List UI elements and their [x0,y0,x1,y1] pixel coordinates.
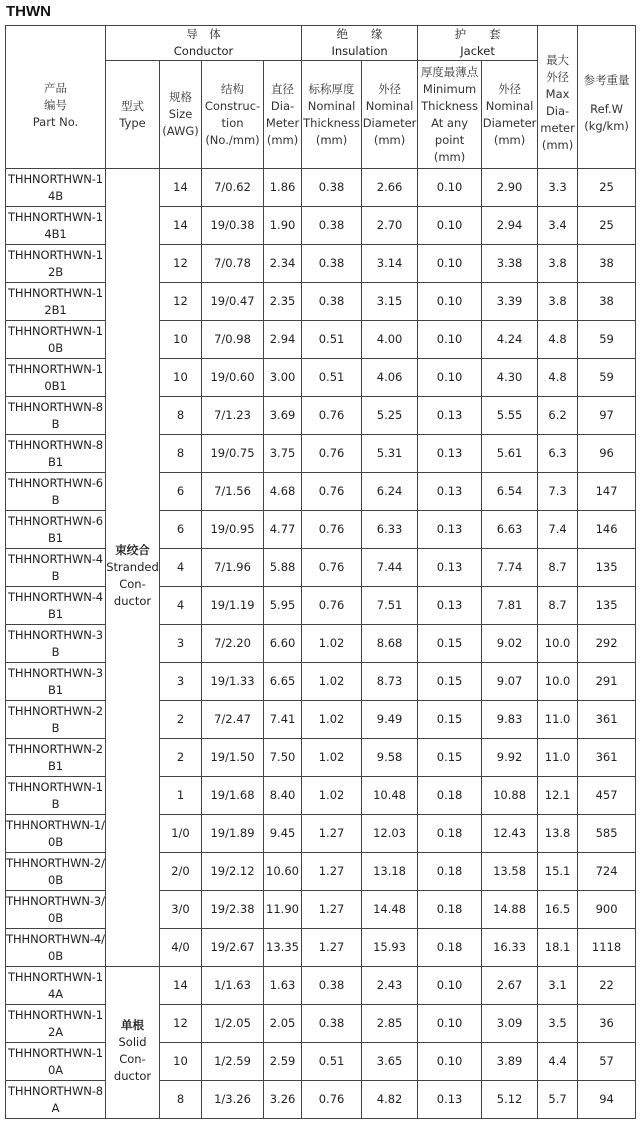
part-no-cell: THHNORTHWN-2B1 [6,739,106,777]
part-no-cell: THHNORTHWN-4B [6,549,106,587]
weight-cell: 59 [578,321,636,359]
conductor-diameter-cell: 2.35 [264,283,302,321]
conductor-diameter-cell: 3.26 [264,1081,302,1119]
table-row [6,511,636,549]
table-row [6,891,636,929]
insulation-thickness-cell: 1.02 [302,701,362,739]
insulation-diameter-cell: 5.25 [362,397,418,435]
size-cell: 14 [160,207,202,245]
jacket-diameter-cell: 9.07 [482,663,538,701]
jacket-thickness-cell: 0.13 [418,473,482,511]
jacket-diameter-cell: 2.67 [482,967,538,1005]
weight-cell: 38 [578,283,636,321]
conductor-diameter-cell: 1.90 [264,207,302,245]
table-row [6,435,636,473]
part-no-cell: THHNORTHWN-14B [6,169,106,207]
jacket-group-header: 护 套 Jacket [418,26,538,61]
insulation-thickness-cell: 1.27 [302,815,362,853]
size-cell: 1 [160,777,202,815]
max-dia-header: 最大外径 Max Dia-meter (mm) [538,26,578,169]
size-cell: 14 [160,967,202,1005]
construction-cell: 7/0.62 [202,169,264,207]
weight-cell: 292 [578,625,636,663]
weight-cell: 291 [578,663,636,701]
spec-table [5,25,636,1119]
jacket-diameter-cell: 3.38 [482,245,538,283]
part-no-cell: THHNORTHWN-6B [6,473,106,511]
max-diameter-cell: 16.5 [538,891,578,929]
insulation-thickness-cell: 0.76 [302,1081,362,1119]
construction-cell: 19/1.50 [202,739,264,777]
size-cell: 6 [160,473,202,511]
jacket-thickness-cell: 0.13 [418,511,482,549]
insulation-diameter-cell: 4.82 [362,1081,418,1119]
insulation-thickness-cell: 0.76 [302,473,362,511]
insulation-diameter-cell: 9.49 [362,701,418,739]
table-row [6,967,636,1005]
size-cell: 6 [160,511,202,549]
jacket-diameter-cell: 3.89 [482,1043,538,1081]
part-no-cell: THHNORTHWN-14B1 [6,207,106,245]
conductor-diameter-cell: 9.45 [264,815,302,853]
max-diameter-cell: 13.8 [538,815,578,853]
insulation-thickness-cell: 0.38 [302,169,362,207]
conductor-diameter-cell: 3.00 [264,359,302,397]
part-no-cell: THHNORTHWN-4/0B [6,929,106,967]
jacket-diameter-cell: 6.54 [482,473,538,511]
construction-cell: 7/2.20 [202,625,264,663]
jacket-thickness-cell: 0.15 [418,625,482,663]
construction-cell: 19/2.67 [202,929,264,967]
ref-weight-header: 参考重量 Ref.W (kg/km) [578,26,636,169]
jacket-thickness-cell: 0.13 [418,549,482,587]
conductor-diameter-cell: 8.40 [264,777,302,815]
insulation-thickness-cell: 0.76 [302,549,362,587]
max-diameter-cell: 3.8 [538,245,578,283]
insulation-thickness-cell: 1.27 [302,853,362,891]
table-row [6,739,636,777]
jacket-diameter-cell: 5.61 [482,435,538,473]
size-cell: 3 [160,625,202,663]
jacket-diameter-cell: 7.81 [482,587,538,625]
part-no-cell: THHNORTHWN-8A [6,1081,106,1119]
type-header: 型式 Type [106,61,160,169]
size-cell: 8 [160,1081,202,1119]
solid-type-cell: 单根 Solid Con-ductor [106,967,160,1119]
part-no-cell: THHNORTHWN-3B1 [6,663,106,701]
page-title: THWN [6,3,51,20]
construction-cell: 7/1.23 [202,397,264,435]
construction-cell: 19/0.95 [202,511,264,549]
construction-cell: 19/1.89 [202,815,264,853]
jacket-diameter-cell: 5.12 [482,1081,538,1119]
insulation-thickness-cell: 1.02 [302,739,362,777]
conductor-diameter-cell: 4.77 [264,511,302,549]
weight-cell: 146 [578,511,636,549]
conductor-diameter-cell: 6.60 [264,625,302,663]
insulation-group-header: 绝 缘 Insulation [302,26,418,61]
part-no-cell: THHNORTHWN-10B [6,321,106,359]
construction-cell: 19/0.38 [202,207,264,245]
size-cell: 8 [160,397,202,435]
jacket-diameter-cell: 2.90 [482,169,538,207]
conductor-diameter-cell: 3.69 [264,397,302,435]
weight-cell: 57 [578,1043,636,1081]
jacket-diameter-cell: 3.09 [482,1005,538,1043]
table-row [6,815,636,853]
insulation-thickness-cell: 0.51 [302,359,362,397]
insulation-diameter-header: 外径 Nominal Diameter (mm) [362,61,418,169]
max-diameter-cell: 3.3 [538,169,578,207]
max-diameter-cell: 10.0 [538,625,578,663]
jacket-thickness-cell: 0.10 [418,967,482,1005]
weight-cell: 724 [578,853,636,891]
table-row [6,245,636,283]
size-header: 规格 Size (AWG) [160,61,202,169]
jacket-thickness-cell: 0.10 [418,169,482,207]
insulation-thickness-cell: 0.38 [302,1005,362,1043]
weight-cell: 96 [578,435,636,473]
insulation-thickness-cell: 0.76 [302,397,362,435]
construction-cell: 19/1.19 [202,587,264,625]
insulation-diameter-cell: 3.15 [362,283,418,321]
insulation-diameter-cell: 2.70 [362,207,418,245]
size-cell: 10 [160,1043,202,1081]
max-diameter-cell: 11.0 [538,701,578,739]
table-row [6,169,636,207]
table-header [6,26,636,169]
jacket-diameter-cell: 4.30 [482,359,538,397]
insulation-diameter-cell: 3.14 [362,245,418,283]
size-cell: 14 [160,169,202,207]
insulation-thickness-cell: 0.76 [302,435,362,473]
size-cell: 1/0 [160,815,202,853]
insulation-thickness-cell: 0.51 [302,321,362,359]
size-cell: 10 [160,359,202,397]
insulation-diameter-cell: 6.24 [362,473,418,511]
max-diameter-cell: 5.7 [538,1081,578,1119]
max-diameter-cell: 18.1 [538,929,578,967]
size-cell: 4 [160,549,202,587]
weight-cell: 585 [578,815,636,853]
size-cell: 12 [160,1005,202,1043]
construction-cell: 7/0.78 [202,245,264,283]
table-row [6,853,636,891]
table-row [6,663,636,701]
conductor-diameter-cell: 7.50 [264,739,302,777]
part-no-cell: THHNORTHWN-10B1 [6,359,106,397]
table-row [6,1005,636,1043]
conductor-diameter-cell: 3.75 [264,435,302,473]
jacket-thickness-cell: 0.10 [418,245,482,283]
conductor-diameter-cell: 13.35 [264,929,302,967]
weight-cell: 94 [578,1081,636,1119]
max-diameter-cell: 7.4 [538,511,578,549]
table-row [6,625,636,663]
weight-cell: 135 [578,549,636,587]
part-no-cell: THHNORTHWN-1B [6,777,106,815]
part-no-cell: THHNORTHWN-1/0B [6,815,106,853]
weight-cell: 25 [578,169,636,207]
construction-cell: 1/3.26 [202,1081,264,1119]
table-row [6,397,636,435]
part-no-cell: THHNORTHWN-10A [6,1043,106,1081]
max-diameter-cell: 4.8 [538,359,578,397]
construction-cell: 19/0.75 [202,435,264,473]
jacket-thickness-cell: 0.10 [418,207,482,245]
table-row [6,1043,636,1081]
conductor-diameter-cell: 2.34 [264,245,302,283]
jacket-thickness-cell: 0.15 [418,663,482,701]
max-diameter-cell: 6.3 [538,435,578,473]
insulation-diameter-cell: 15.93 [362,929,418,967]
max-diameter-cell: 15.1 [538,853,578,891]
conductor-diameter-cell: 4.68 [264,473,302,511]
max-diameter-cell: 4.8 [538,321,578,359]
jacket-thickness-cell: 0.18 [418,853,482,891]
jacket-thickness-header: 厚度最薄点 Minimum Thickness At any point (mm) [418,61,482,169]
weight-cell: 36 [578,1005,636,1043]
jacket-diameter-cell: 5.55 [482,397,538,435]
insulation-thickness-cell: 0.76 [302,511,362,549]
max-diameter-cell: 3.1 [538,967,578,1005]
insulation-diameter-cell: 4.06 [362,359,418,397]
conductor-diameter-cell: 2.94 [264,321,302,359]
jacket-diameter-cell: 12.43 [482,815,538,853]
part-no-cell: THHNORTHWN-12B [6,245,106,283]
jacket-diameter-cell: 9.83 [482,701,538,739]
size-cell: 3 [160,663,202,701]
weight-cell: 457 [578,777,636,815]
jacket-diameter-cell: 10.88 [482,777,538,815]
conductor-diameter-cell: 10.60 [264,853,302,891]
table-row [6,207,636,245]
stranded-type-cell: 束绞合 Stranded Con-ductor [106,169,160,967]
jacket-diameter-cell: 6.63 [482,511,538,549]
max-diameter-cell: 8.7 [538,587,578,625]
max-diameter-cell: 12.1 [538,777,578,815]
table-row [6,321,636,359]
size-cell: 3/0 [160,891,202,929]
jacket-diameter-cell: 7.74 [482,549,538,587]
jacket-thickness-cell: 0.13 [418,1081,482,1119]
size-cell: 4 [160,587,202,625]
size-cell: 12 [160,245,202,283]
construction-cell: 1/2.59 [202,1043,264,1081]
part-no-cell: THHNORTHWN-8B [6,397,106,435]
jacket-diameter-cell: 13.58 [482,853,538,891]
table-row [6,283,636,321]
insulation-thickness-cell: 0.38 [302,245,362,283]
jacket-diameter-cell: 3.39 [482,283,538,321]
max-diameter-cell: 3.8 [538,283,578,321]
part-no-cell: THHNORTHWN-12A [6,1005,106,1043]
table-row [6,549,636,587]
insulation-diameter-cell: 13.18 [362,853,418,891]
jacket-diameter-cell: 9.02 [482,625,538,663]
conductor-diameter-cell: 2.05 [264,1005,302,1043]
construction-cell: 1/1.63 [202,967,264,1005]
size-cell: 12 [160,283,202,321]
table-row [6,473,636,511]
conductor-diameter-cell: 5.88 [264,549,302,587]
construction-cell: 7/0.98 [202,321,264,359]
conductor-diameter-cell: 1.86 [264,169,302,207]
max-diameter-cell: 8.7 [538,549,578,587]
insulation-thickness-cell: 0.38 [302,207,362,245]
jacket-thickness-cell: 0.10 [418,283,482,321]
jacket-diameter-cell: 9.92 [482,739,538,777]
insulation-thickness-cell: 1.02 [302,777,362,815]
jacket-thickness-cell: 0.10 [418,321,482,359]
jacket-thickness-cell: 0.10 [418,1043,482,1081]
part-no-cell: THHNORTHWN-4B1 [6,587,106,625]
jacket-diameter-cell: 14.88 [482,891,538,929]
insulation-diameter-cell: 8.73 [362,663,418,701]
jacket-diameter-cell: 4.24 [482,321,538,359]
jacket-diameter-header: 外径 Nominal Diameter (mm) [482,61,538,169]
part-no-cell: THHNORTHWN-8B1 [6,435,106,473]
jacket-thickness-cell: 0.15 [418,739,482,777]
insulation-diameter-cell: 10.48 [362,777,418,815]
table-row [6,587,636,625]
jacket-thickness-cell: 0.18 [418,891,482,929]
insulation-diameter-cell: 4.00 [362,321,418,359]
jacket-thickness-cell: 0.13 [418,397,482,435]
max-diameter-cell: 6.2 [538,397,578,435]
jacket-diameter-cell: 2.94 [482,207,538,245]
insulation-diameter-cell: 8.68 [362,625,418,663]
insulation-diameter-cell: 2.85 [362,1005,418,1043]
size-cell: 10 [160,321,202,359]
weight-cell: 25 [578,207,636,245]
conductor-diameter-header: 直径 Dia-Meter (mm) [264,61,302,169]
max-diameter-cell: 11.0 [538,739,578,777]
table-row [6,929,636,967]
part-no-cell: THHNORTHWN-6B1 [6,511,106,549]
jacket-thickness-cell: 0.18 [418,815,482,853]
jacket-thickness-cell: 0.10 [418,359,482,397]
weight-cell: 59 [578,359,636,397]
max-diameter-cell: 3.5 [538,1005,578,1043]
jacket-thickness-cell: 0.18 [418,929,482,967]
table-row [6,1081,636,1119]
conductor-diameter-cell: 1.63 [264,967,302,1005]
insulation-thickness-cell: 1.02 [302,663,362,701]
jacket-thickness-cell: 0.13 [418,435,482,473]
weight-cell: 900 [578,891,636,929]
jacket-thickness-cell: 0.15 [418,701,482,739]
size-cell: 2/0 [160,853,202,891]
weight-cell: 38 [578,245,636,283]
jacket-thickness-cell: 0.18 [418,777,482,815]
insulation-thickness-cell: 1.27 [302,929,362,967]
max-diameter-cell: 4.4 [538,1043,578,1081]
max-diameter-cell: 10.0 [538,663,578,701]
construction-cell: 19/1.68 [202,777,264,815]
construction-header: 结构 Construc-tion (No./mm) [202,61,264,169]
max-diameter-cell: 3.4 [538,207,578,245]
part-no-cell: THHNORTHWN-2/0B [6,853,106,891]
weight-cell: 1118 [578,929,636,967]
insulation-diameter-cell: 12.03 [362,815,418,853]
insulation-diameter-cell: 3.65 [362,1043,418,1081]
jacket-thickness-cell: 0.13 [418,587,482,625]
part-no-cell: THHNORTHWN-14A [6,967,106,1005]
insulation-thickness-cell: 0.38 [302,967,362,1005]
insulation-thickness-cell: 1.02 [302,625,362,663]
insulation-diameter-cell: 6.33 [362,511,418,549]
insulation-thickness-header: 标称厚度 Nominal Thickness (mm) [302,61,362,169]
insulation-diameter-cell: 7.51 [362,587,418,625]
weight-cell: 147 [578,473,636,511]
construction-cell: 7/1.56 [202,473,264,511]
insulation-thickness-cell: 0.38 [302,283,362,321]
construction-cell: 19/2.12 [202,853,264,891]
insulation-diameter-cell: 2.43 [362,967,418,1005]
max-diameter-cell: 7.3 [538,473,578,511]
insulation-thickness-cell: 0.51 [302,1043,362,1081]
table-row [6,777,636,815]
conductor-diameter-cell: 6.65 [264,663,302,701]
weight-cell: 361 [578,739,636,777]
conductor-group-header: 导 体 Conductor [106,26,302,61]
size-cell: 8 [160,435,202,473]
insulation-diameter-cell: 9.58 [362,739,418,777]
conductor-diameter-cell: 7.41 [264,701,302,739]
conductor-diameter-cell: 11.90 [264,891,302,929]
insulation-diameter-cell: 2.66 [362,169,418,207]
jacket-thickness-cell: 0.10 [418,1005,482,1043]
table-row [6,701,636,739]
insulation-diameter-cell: 14.48 [362,891,418,929]
insulation-thickness-cell: 0.76 [302,587,362,625]
construction-cell: 7/2.47 [202,701,264,739]
part-no-header: 产品 编号 Part No. [6,26,106,169]
conductor-diameter-cell: 5.95 [264,587,302,625]
part-no-cell: THHNORTHWN-3/0B [6,891,106,929]
insulation-diameter-cell: 7.44 [362,549,418,587]
weight-cell: 361 [578,701,636,739]
part-no-cell: THHNORTHWN-2B [6,701,106,739]
part-no-cell: THHNORTHWN-3B [6,625,106,663]
weight-cell: 22 [578,967,636,1005]
construction-cell: 19/0.47 [202,283,264,321]
construction-cell: 19/1.33 [202,663,264,701]
weight-cell: 97 [578,397,636,435]
construction-cell: 19/0.60 [202,359,264,397]
table-row [6,359,636,397]
size-cell: 4/0 [160,929,202,967]
construction-cell: 1/2.05 [202,1005,264,1043]
weight-cell: 135 [578,587,636,625]
size-cell: 2 [160,739,202,777]
size-cell: 2 [160,701,202,739]
construction-cell: 19/2.38 [202,891,264,929]
jacket-diameter-cell: 16.33 [482,929,538,967]
table-body [6,169,636,1119]
insulation-thickness-cell: 1.27 [302,891,362,929]
insulation-diameter-cell: 5.31 [362,435,418,473]
construction-cell: 7/1.96 [202,549,264,587]
part-no-cell: THHNORTHWN-12B1 [6,283,106,321]
conductor-diameter-cell: 2.59 [264,1043,302,1081]
